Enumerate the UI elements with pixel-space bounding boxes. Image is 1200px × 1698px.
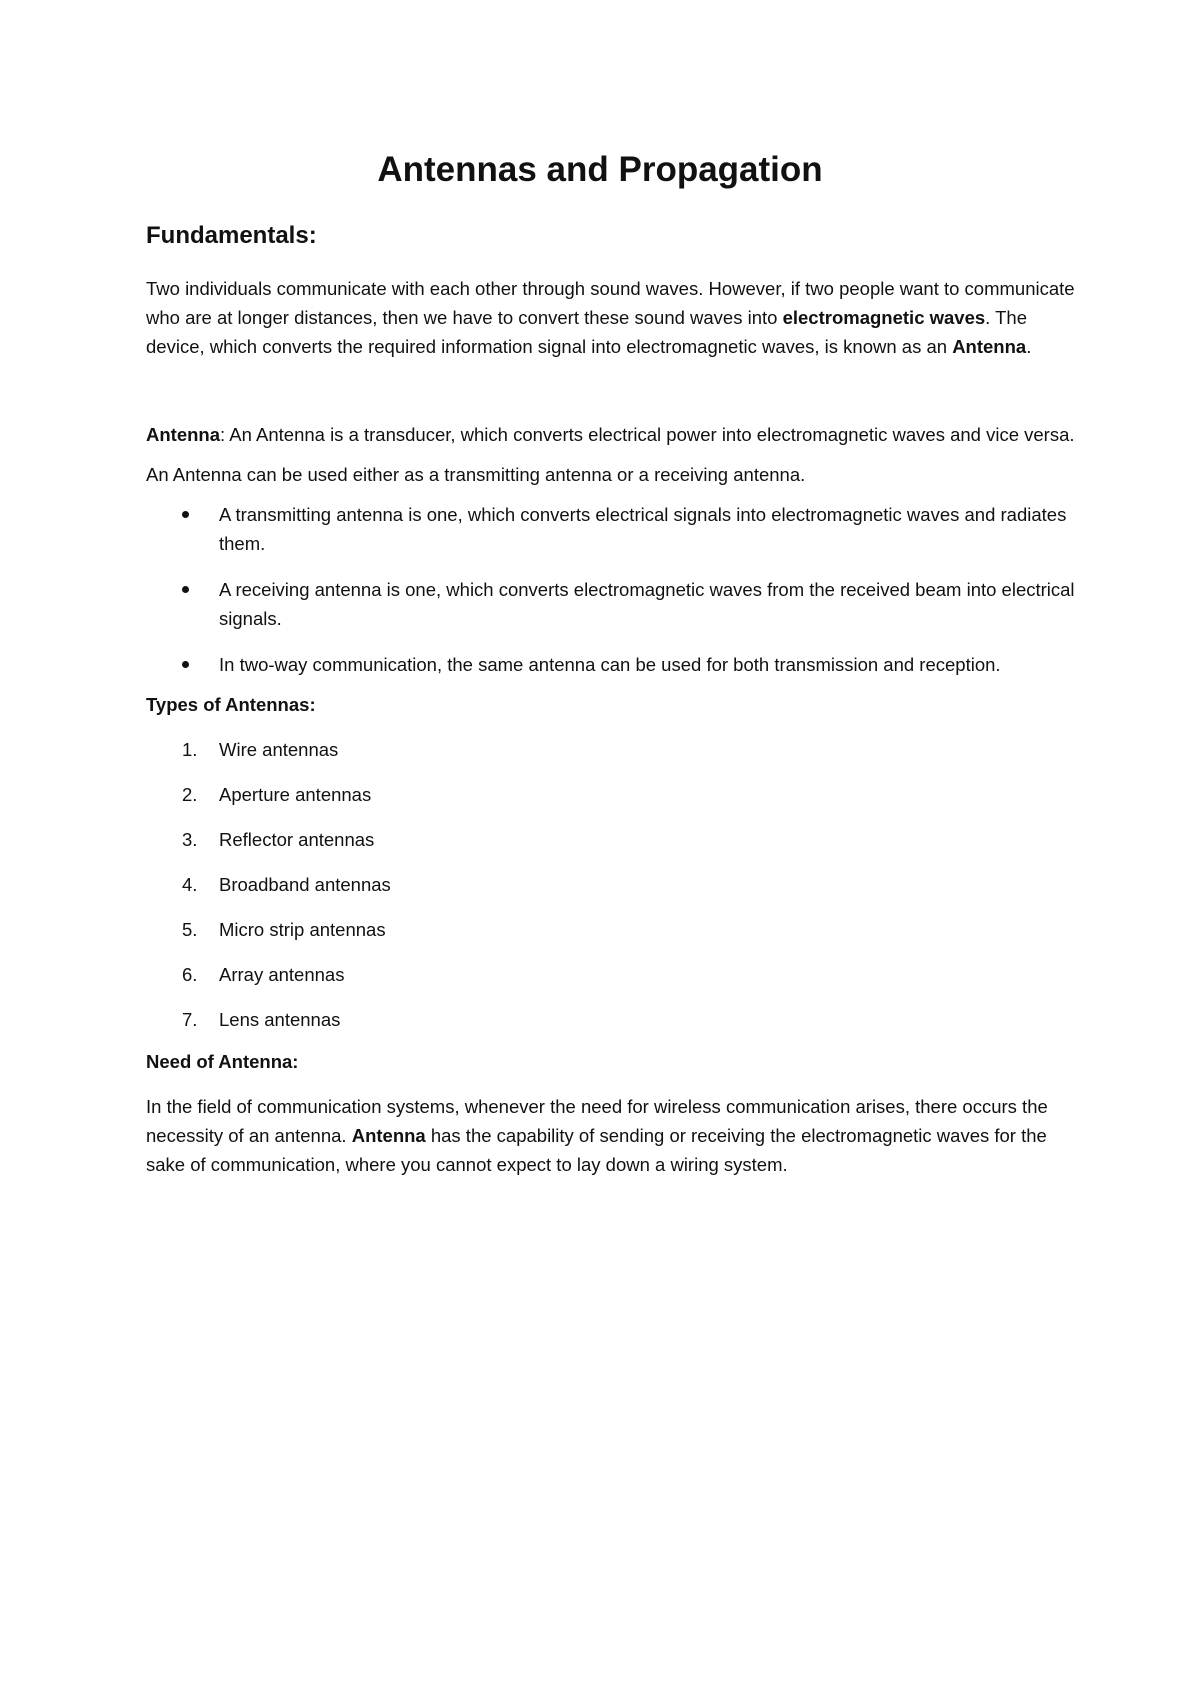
- list-item: [146, 825, 1076, 854]
- usage-sentence: An Antenna can be used either as a transmitting antenna or a receiving antenna.: [146, 464, 806, 485]
- need-bold-antenna: Antenna: [351, 1125, 426, 1146]
- bullet-dot-icon: [182, 661, 189, 668]
- fundamentals-text-2: . The device, which converts the required information signal into electromagnetic waves, is known as an: [146, 307, 1027, 357]
- list-item: [146, 780, 1076, 809]
- antenna-definition: [146, 420, 1076, 449]
- bullet-text: A receiving antenna is one, which converts electromagnetic waves from the received beam into electrical signals.: [219, 579, 1075, 629]
- list-item-label: Reflector antennas: [219, 829, 375, 850]
- antenna-bullet-list: [146, 500, 1076, 679]
- fundamentals-heading: Fundamentals:: [146, 222, 317, 249]
- document-title: Antennas and Propagation: [377, 150, 823, 189]
- list-number: 4.: [182, 874, 198, 895]
- need-text-2: has the capability of sending or receiving the electromagnetic waves for the sake of communication, where you cannot expect to lay down a wiring system.: [146, 1125, 1047, 1175]
- list-item-label: Broadband antennas: [219, 874, 391, 895]
- list-number: 5.: [182, 919, 198, 940]
- fundamentals-bold-antenna: Antenna: [952, 336, 1027, 357]
- list-item: [146, 960, 1076, 989]
- list-item-label: Lens antennas: [219, 1009, 341, 1030]
- list-number: 7.: [182, 1009, 198, 1030]
- list-number: 2.: [182, 784, 198, 805]
- bullet-dot-icon: [182, 586, 189, 593]
- list-item: [146, 735, 1076, 764]
- list-item: [146, 650, 1076, 679]
- list-item-label: Array antennas: [219, 964, 345, 985]
- fundamentals-paragraph: [146, 274, 1076, 361]
- bullet-dot-icon: [182, 511, 189, 518]
- antenna-definition-text: : An Antenna is a transducer, which converts electrical power into electromagnetic waves and vice versa.: [220, 424, 1075, 445]
- list-item-label: Wire antennas: [219, 739, 339, 760]
- list-number: 3.: [182, 829, 198, 850]
- bullet-text: In two-way communication, the same antenna can be used for both transmission and reception.: [219, 654, 1001, 675]
- list-number: 1.: [182, 739, 198, 760]
- need-heading: Need of Antenna:: [146, 1051, 299, 1072]
- list-item: [146, 575, 1076, 633]
- document-body: [146, 220, 1076, 1179]
- list-item-label: Aperture antennas: [219, 784, 372, 805]
- types-heading: Types of Antennas:: [146, 694, 316, 715]
- need-paragraph: [146, 1092, 1076, 1179]
- antenna-definition-term: Antenna: [146, 424, 220, 445]
- list-item-label: Micro strip antennas: [219, 919, 386, 940]
- bullet-text: A transmitting antenna is one, which converts electrical signals into electromagnetic waves and radiates them.: [219, 504, 1067, 554]
- list-number: 6.: [182, 964, 198, 985]
- list-item: [146, 1005, 1076, 1034]
- fundamentals-text-1: Two individuals communicate with each other through sound waves. However, if two people want to communicate who are at longer distances, then we have to convert these sound waves into: [146, 278, 1075, 328]
- fundamentals-text-3: .: [1026, 336, 1032, 357]
- need-text-1: In the field of communication systems, whenever the need for wireless communication arises, there occurs the necessity of an antenna.: [146, 1096, 1048, 1146]
- list-item: [146, 870, 1076, 899]
- list-item: [146, 500, 1076, 558]
- fundamentals-bold-em-waves: electromagnetic waves: [782, 307, 986, 328]
- list-item: [146, 915, 1076, 944]
- types-list: [146, 735, 1076, 1034]
